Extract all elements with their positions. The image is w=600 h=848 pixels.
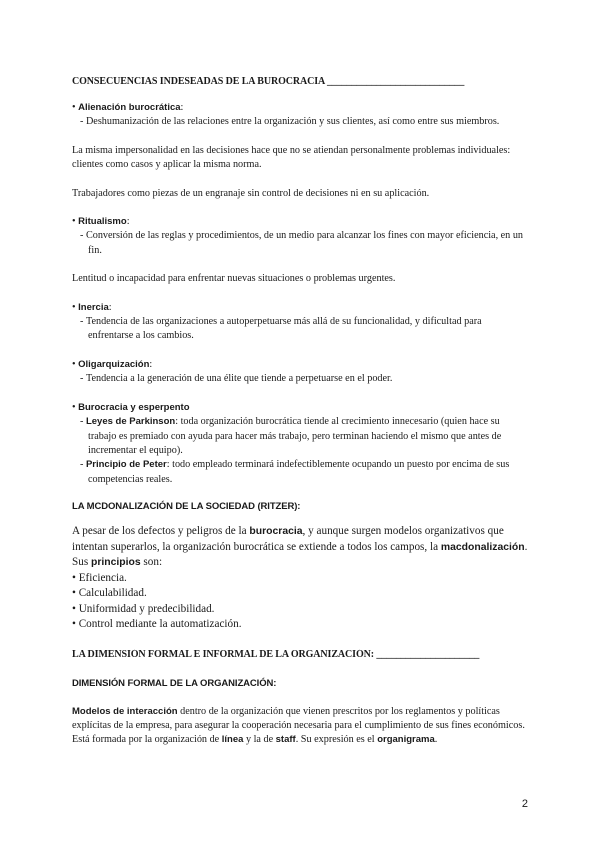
paragraph-lentitud: Lentitud o incapacidad para enfrentar nuevas situaciones o problemas urgentes. [72, 273, 396, 285]
bold-staff: staff [275, 734, 296, 746]
section-heading-dimension: LA DIMENSIÓN FORMAL E INFORMAL DE LA ORGANIZACIÓN: _____________________ [72, 648, 480, 660]
mcd-text-c: , y aunque surgen modelos organizativos que intentan superarlos, la organización burocrática se extiende a todos los campos, la [72, 525, 504, 553]
mcd-bold-principios: principios [90, 557, 141, 569]
list-item: • Uniformidad y predecibilidad. [72, 602, 528, 618]
list-item: • Eficiencia. [72, 571, 528, 587]
peter-text: : todo empleado terminará indefectiblemente ocupando un puesto por encima de sus competencias reales. [88, 459, 510, 485]
mcd-text-g: son: [140, 556, 163, 569]
alienacion-sub1: - Deshumanización de las relaciones entre la organización y sus clientes, así como entre sus miembros. [72, 115, 528, 129]
esperpento-parkinson [72, 415, 528, 458]
mcdonalizacion-body [72, 524, 528, 633]
mcd-bold-macdonalizacion: macdonalización [440, 541, 525, 553]
bullet-inercia: • Inercia: [72, 301, 528, 315]
section-heading-consecuencias: CONSECUENCIAS INDESEADAS DE LA BUROCRACIA ____________________________ [72, 76, 465, 87]
oligarquizacion-block [72, 358, 528, 387]
esperpento-block [72, 401, 528, 487]
list-item: • Control mediante la automatización. [72, 617, 528, 633]
inercia-sub1: - Tendencia de las organizaciones a autoperpetuarse más allá de su funcionalidad, y dificultad para enfrentarse a los cambios. [72, 315, 528, 344]
bullet-ritualismo: • Ritualismo: [72, 215, 528, 229]
document-page [72, 70, 528, 748]
page-number: 2 [521, 798, 528, 810]
mcd-text-e: . Sus [72, 540, 528, 569]
paragraph-impersonalidad: La misma impersonalidad en las decisiones hace que no se atiendan personalmente problemas individuales: clientes como casos y aplicar la misma norma. [72, 144, 511, 171]
esperpento-peter [72, 458, 528, 487]
principios-list [72, 571, 528, 633]
inercia-block [72, 301, 528, 344]
subheading-dimension-formal: DIMENSIÓN FORMAL DE LA ORGANIZACIÓN: [72, 677, 277, 689]
paragraph-trabajadores: Trabajadores como piezas de un engranaje sin control de decisiones ni en su aplicación. [72, 187, 430, 199]
paragraph-formada [72, 733, 528, 747]
bold-linea: línea [221, 734, 244, 746]
parkinson-label: Leyes de Parkinson [85, 416, 176, 428]
bullet-alienacion: • Alienación burocrática: [72, 101, 528, 115]
ritualismo-block [72, 215, 528, 258]
oligarquizacion-sub1: - Tendencia a la generación de una élite que tiende a perpetuarse en el poder. [72, 372, 528, 386]
bullet-esperpento [72, 401, 528, 415]
ritualismo-sub1: - Conversión de las reglas y procedimientos, de un medio para alcanzar los fines con mayor eficiencia, en un fin. [72, 229, 528, 258]
parkinson-text: : toda organización burocrática tiende al crecimiento innecesario (quien hace su trabajo es premiado con ayuda para hacer más trabajo, pero terminan haciendo el mismo que antes de incrementar el equipo). [88, 416, 502, 456]
formada-text-e: . Su expresión es el [295, 734, 378, 746]
formada-text-c: y la de [243, 734, 276, 746]
alienacion-block [72, 101, 528, 130]
oligarquizacion-title: Oligarquización [78, 358, 150, 370]
mcd-text-a: A pesar de los defectos y peligros de la [72, 525, 250, 538]
section-heading-mcdonalizacion: LA MCDONALIZACIÓN DE LA SOCIEDAD (RITZER): [72, 501, 301, 513]
formada-text-g: . [434, 734, 438, 746]
bullet-oligarquizacion: • Oligarquización: [72, 358, 528, 372]
modelos-text: dentro de la organización que vienen prescritos por los reglamentos y políticas explícitas de la empresa, para asegurar la cooperación necesaria para el cumplimiento de sus fines económicos. [72, 705, 525, 732]
mcd-bold-burocracia: burocracia [249, 526, 303, 538]
inercia-title: Inercia [78, 301, 109, 313]
mcdonalizacion-paragraph [72, 524, 528, 571]
paragraph-modelos [72, 705, 528, 734]
formada-text-a: Está formada por la organización de [72, 734, 222, 746]
modelos-label: Modelos de interacción [72, 705, 178, 717]
alienacion-title: Alienación burocrática [78, 102, 181, 113]
ritualismo-title: Ritualismo [78, 216, 127, 228]
list-item: • Calculabilidad. [72, 586, 528, 602]
esperpento-title: Burocracia y esperpento [78, 401, 190, 413]
peter-label: Principio de Peter [85, 459, 167, 471]
bold-organigrama: organigrama [377, 734, 435, 746]
